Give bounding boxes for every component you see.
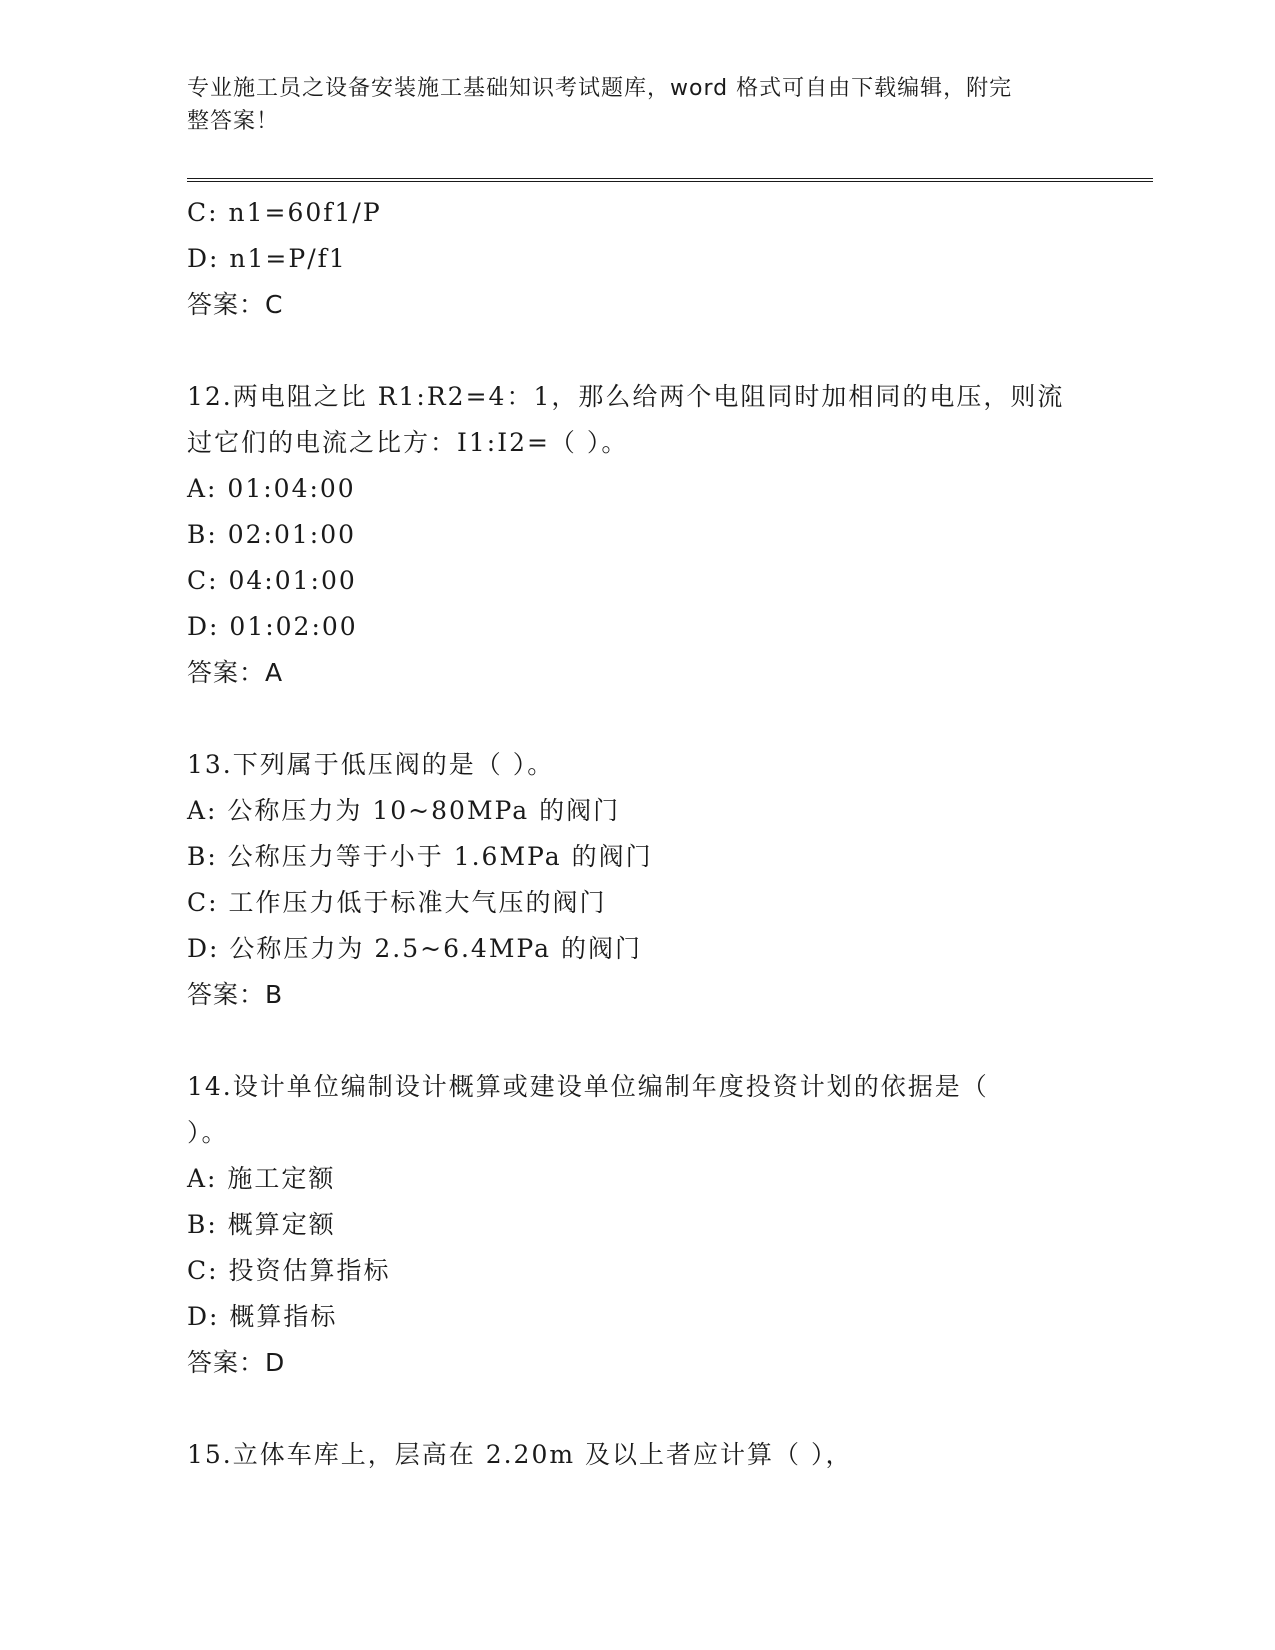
question-stem: 15.立体车库上，层高在 2.20m 及以上者应计算（ ），: [187, 1440, 853, 1469]
spacer: [187, 328, 1087, 374]
option-a: A: 施工定额: [187, 1164, 336, 1193]
spacer: [187, 1018, 1087, 1064]
spacer: [187, 696, 1087, 742]
answer-label: 答案：D: [187, 1348, 286, 1377]
question-stem-continued: 过它们的电流之比方：I1:I2=（ ）。: [187, 428, 629, 457]
question-stem: 13.下列属于低压阀的是（ ）。: [187, 750, 555, 779]
option-c: C: 投资估算指标: [187, 1256, 391, 1285]
question-15: [187, 1432, 1087, 1478]
question-stem-continued: ）。: [187, 1118, 229, 1147]
question-11-fragment: [187, 190, 1087, 328]
question-12: [187, 374, 1087, 696]
option-b: B: 公称压力等于小于 1.6MPa 的阀门: [187, 842, 653, 871]
spacer: [187, 1386, 1087, 1432]
option-d: D: 概算指标: [187, 1302, 338, 1331]
option-b: B: 概算定额: [187, 1210, 336, 1239]
question-stem: 12.两电阻之比 R1:R2=4：1，那么给两个电阻同时加相同的电压，则流: [187, 382, 1065, 411]
question-stem: 14.设计单位编制设计概算或建设单位编制年度投资计划的依据是（: [187, 1072, 989, 1101]
option-c: C: n1=60f1/P: [187, 198, 382, 227]
question-content: [187, 190, 1087, 1478]
question-13: [187, 742, 1087, 1018]
option-b: B: 02:01:00: [187, 520, 357, 549]
option-c: C: 04:01:00: [187, 566, 357, 595]
header-line-2: 整答案！: [187, 109, 280, 134]
header-line-1: 专业施工员之设备安装施工基础知识考试题库，word 格式可自由下载编辑，附完: [187, 76, 1013, 101]
answer-label: 答案：C: [187, 290, 284, 319]
option-c: C: 工作压力低于标准大气压的阀门: [187, 888, 607, 917]
header-double-rule: [187, 178, 1153, 182]
option-a: A: 01:04:00: [187, 474, 356, 503]
option-a: A: 公称压力为 10~80MPa 的阀门: [187, 796, 621, 825]
option-d: D: 公称压力为 2.5~6.4MPa 的阀门: [187, 934, 642, 963]
option-d: D: 01:02:00: [187, 612, 358, 641]
answer-label: 答案：B: [187, 980, 284, 1009]
page-header: [187, 72, 1067, 138]
question-14: [187, 1064, 1087, 1386]
answer-label: 答案：A: [187, 658, 284, 687]
option-d: D: n1=P/f1: [187, 244, 347, 273]
